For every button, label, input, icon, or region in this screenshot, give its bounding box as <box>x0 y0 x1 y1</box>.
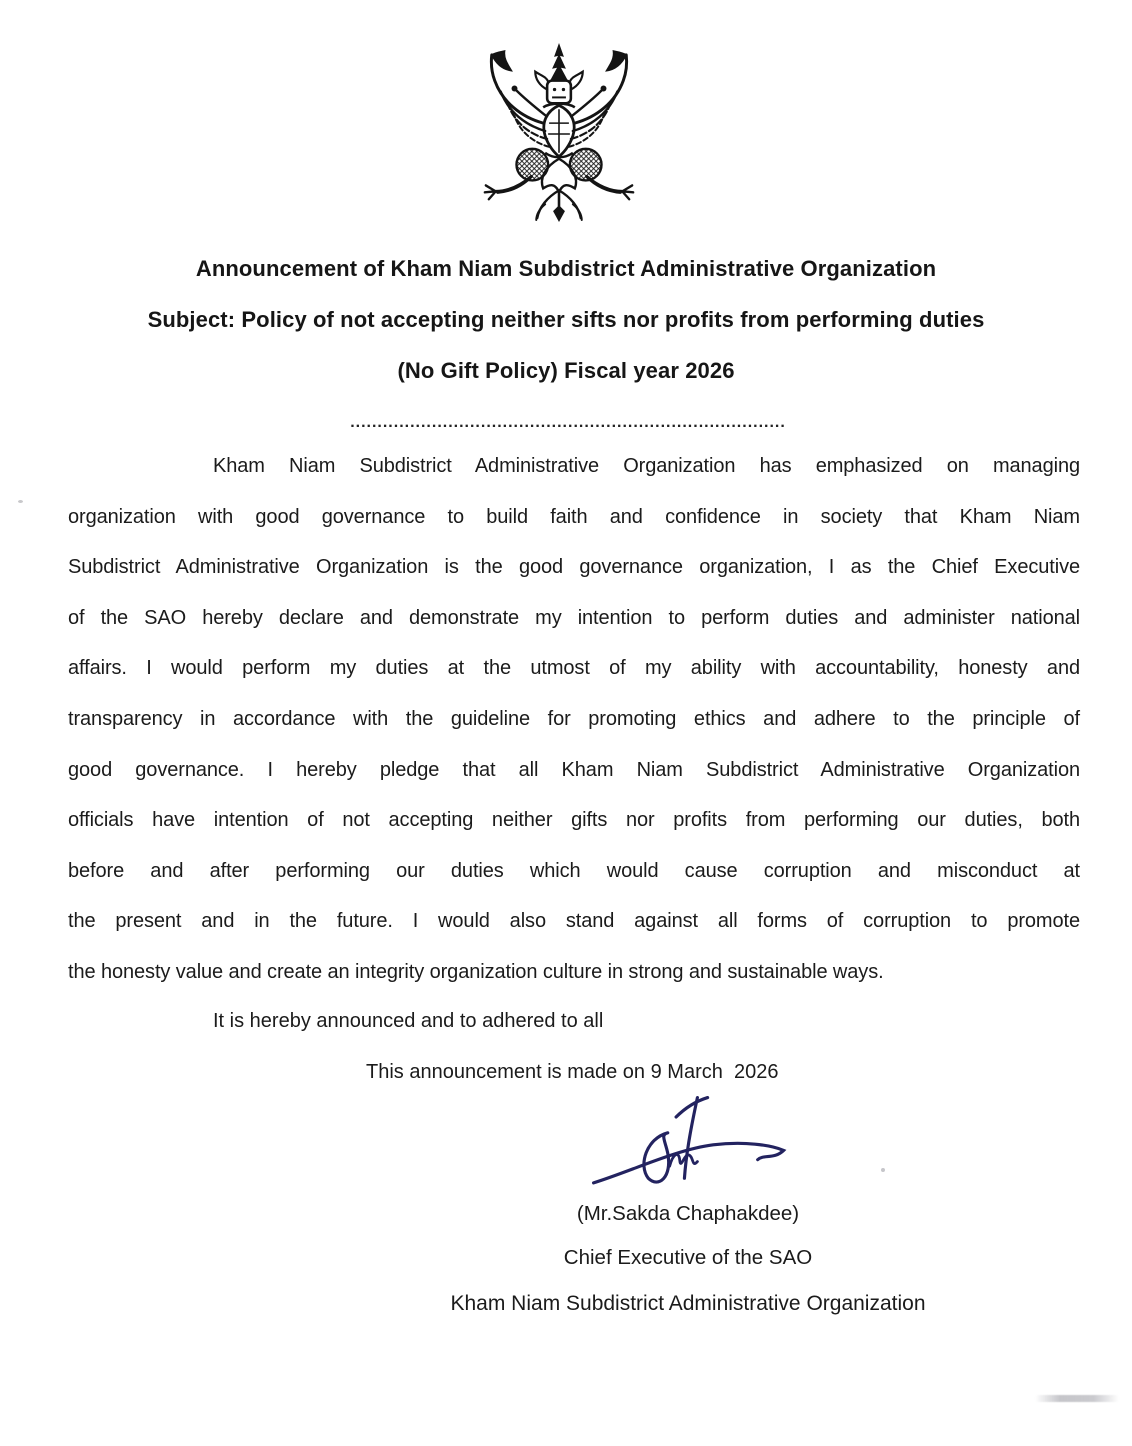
signatory-organization: Kham Niam Subdistrict Administrative Organization <box>450 1292 926 1315</box>
dotted-divider: ................................................................................ <box>350 414 786 431</box>
announcement-title: Announcement of Kham Niam Subdistrict Administrative Organization <box>195 256 937 281</box>
paragraph-line: transparency in accordance with the guideline for promoting ethics and adhere to the principle of <box>68 707 1080 730</box>
paragraph-line: affairs. I would perform my duties at the utmost of my ability with accountability, honesty and <box>68 657 1080 680</box>
scan-speck <box>881 1168 885 1172</box>
policy-year-line: (No Gift Policy) Fiscal year 2026 <box>397 358 735 383</box>
scan-speck <box>18 500 23 503</box>
signatory-title: Chief Executive of the SAO <box>563 1246 813 1269</box>
paragraph-line: officials have intention of not accepting neither gifts nor profits from performing our duties, both <box>68 809 1080 832</box>
paragraph-line: Kham Niam Subdistrict Administrative Organization has emphasized on managing <box>213 455 1080 477</box>
paragraph-line: good governance. I hereby pledge that all Kham Niam Subdistrict Administrative Organization <box>68 758 1080 781</box>
paragraph-line: of the SAO hereby declare and demonstrate my intention to perform duties and administer national <box>68 606 1080 629</box>
paragraph-line: the honesty value and create an integrity organization culture in strong and sustainable ways. <box>68 960 884 983</box>
scan-smudge <box>1035 1395 1119 1402</box>
paragraph-line: organization with good governance to build faith and confidence in society that Kham Niam <box>68 505 1080 528</box>
garuda-emblem-icon <box>470 38 648 230</box>
paragraph-line: Subdistrict Administrative Organization is the good governance organization, I as the Chief Executive <box>68 556 1080 579</box>
signature-image <box>586 1092 794 1194</box>
body-paragraph <box>68 441 1080 998</box>
date-line: This announcement is made on 9 March 2026 <box>366 1061 779 1083</box>
paragraph-line: the present and in the future. I would also stand against all forms of corruption to promote <box>68 910 1080 933</box>
closing-line: It is hereby announced and to adhered to all <box>213 1010 604 1032</box>
subject-line: Subject: Policy of not accepting neither sifts nor profits from performing duties <box>147 307 985 332</box>
paragraph-line: before and after performing our duties which would cause corruption and misconduct at <box>68 859 1080 882</box>
signatory-name: (Mr.Sakda Chaphakdee) <box>576 1202 800 1225</box>
